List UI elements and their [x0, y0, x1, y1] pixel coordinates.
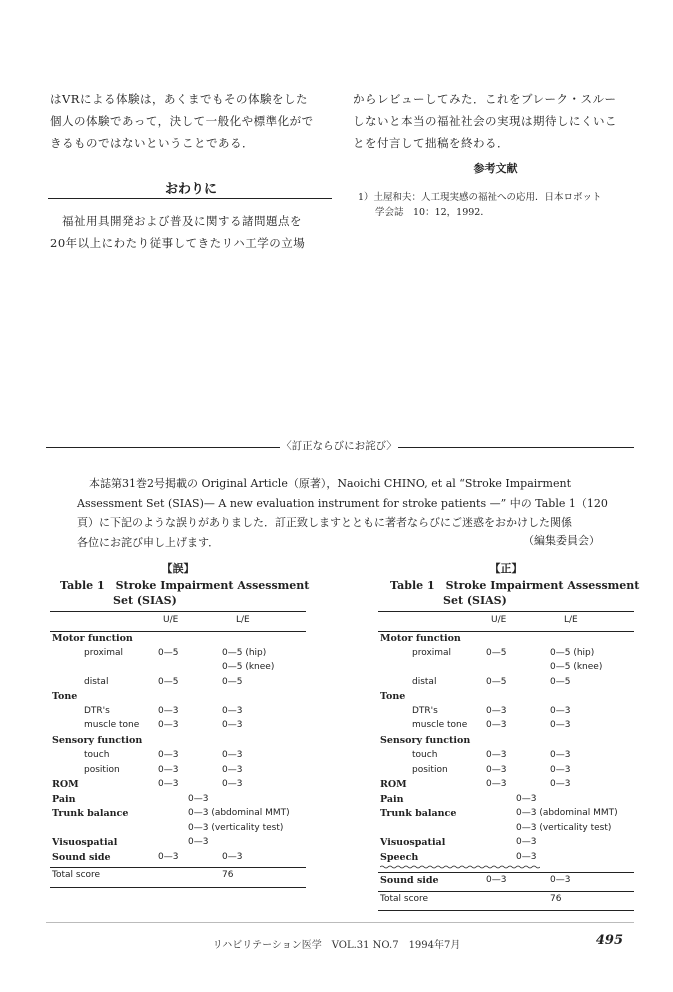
table-row — [378, 808, 634, 823]
wrong-label: 【誤】 — [161, 562, 195, 575]
column-header-le: L/E — [236, 615, 250, 625]
total-value: 76 — [222, 870, 234, 880]
row-label: distal — [84, 677, 109, 687]
row-category: Pain — [52, 794, 76, 805]
table-row — [50, 794, 306, 809]
row-category: Motor function — [380, 633, 461, 644]
cell-le: 0—3 — [550, 706, 571, 716]
table-header — [378, 615, 634, 630]
reference-line: 学会誌 10：12，1992． — [375, 207, 490, 218]
table-row — [50, 735, 306, 750]
cell-value: 0—3 (abdominal MMT) — [516, 808, 618, 818]
wrong-table — [50, 611, 306, 891]
reference-item — [358, 190, 643, 220]
cell-le: 0—3 — [222, 706, 243, 716]
table-rule — [378, 910, 634, 911]
row-category: Motor function — [52, 633, 133, 644]
cell-le: 0—5 (knee) — [550, 662, 603, 672]
table-row — [378, 633, 634, 648]
paragraph-line: 各位にお詫び申し上げます． — [77, 535, 220, 549]
page-number: 495 — [595, 933, 623, 948]
table-row — [378, 875, 634, 890]
cell-le: 0—5 (hip) — [550, 648, 595, 658]
table-row — [378, 794, 634, 809]
cell-ue: 0—3 — [158, 750, 179, 760]
cell-le: 0—5 — [550, 677, 571, 687]
cell-ue: 0—3 — [158, 779, 179, 789]
table-row — [50, 823, 306, 838]
table-row — [378, 662, 634, 677]
table-rule — [50, 611, 306, 612]
wrong-table-caption — [60, 578, 316, 608]
right-column — [353, 88, 638, 154]
row-category: Trunk balance — [52, 808, 129, 819]
table-row — [378, 765, 634, 780]
caption-line: Table 1 Stroke Impairment Assessment — [390, 579, 640, 592]
cell-le: 0—3 — [222, 779, 243, 789]
footer-rule — [46, 922, 634, 923]
paragraph-line: 頁）に下記のような誤りがありました．訂正致しますとともに著者ならびにご迷惑をおかけした関係 — [77, 516, 572, 529]
cell-le: 0—3 — [222, 852, 243, 862]
cell-le: 0—3 — [222, 750, 243, 760]
row-label: touch — [412, 750, 438, 760]
table-row — [50, 633, 306, 648]
cell-ue: 0—3 — [158, 720, 179, 730]
body-text-line: 個人の体験であって，決して一般化や標準化がで — [50, 114, 314, 128]
row-category: Visuospatial — [52, 837, 118, 848]
table-row — [378, 677, 634, 692]
row-category: ROM — [380, 779, 407, 790]
paragraph-line: Assessment Set (SIAS)— A new evaluation instrument for stroke patients —” 中の Table 1（120 — [77, 496, 608, 510]
row-category: Pain — [380, 794, 404, 805]
reference-line: 1）土屋和夫：人工現実感の福祉への応用．日本ロボット — [358, 192, 602, 203]
table-row — [378, 894, 634, 909]
row-category: Visuospatial — [380, 837, 446, 848]
cell-le: 0—3 — [550, 765, 571, 775]
table-row — [378, 691, 634, 706]
table-row — [50, 852, 306, 867]
correct-label: 【正】 — [489, 562, 523, 575]
cell-ue: 0—3 — [158, 706, 179, 716]
table-row — [50, 691, 306, 706]
editor-credit: （編集委員会） — [523, 534, 600, 547]
table-row — [50, 765, 306, 780]
table-row — [50, 870, 306, 885]
cell-ue: 0—3 — [486, 779, 507, 789]
cell-ue: 0—3 — [158, 765, 179, 775]
row-label: proximal — [84, 648, 124, 658]
cell-ue: 0—3 — [486, 706, 507, 716]
table-header — [50, 615, 306, 630]
cell-ue: 0—3 — [486, 750, 507, 760]
cell-value: 0—3 — [188, 837, 209, 847]
cell-ue: 0—5 — [486, 677, 507, 687]
caption-line: Table 1 Stroke Impairment Assessment — [60, 579, 310, 592]
table-rule — [378, 872, 634, 873]
cell-le: 0—3 — [550, 779, 571, 789]
erratum-rule-left — [46, 447, 282, 448]
row-category: Sound side — [380, 875, 439, 886]
cell-value: 0—3 — [188, 794, 209, 804]
cell-le: 0—3 — [550, 750, 571, 760]
table-row — [50, 808, 306, 823]
row-label: muscle tone — [412, 720, 468, 730]
table-rule — [50, 867, 306, 868]
table-row — [378, 706, 634, 721]
total-value: 76 — [550, 894, 562, 904]
table-rule — [378, 631, 634, 632]
cell-ue: 0—5 — [158, 677, 179, 687]
table-row — [50, 750, 306, 765]
cell-ue: 0—3 — [158, 852, 179, 862]
table-rule — [378, 891, 634, 892]
column-header-ue: U/E — [163, 615, 179, 625]
row-category: Tone — [52, 691, 78, 702]
table-row — [378, 837, 634, 852]
cell-ue: 0—5 — [158, 648, 179, 658]
cell-le: 0—3 — [550, 720, 571, 730]
row-label: position — [412, 765, 448, 775]
cell-le: 0—5 (knee) — [222, 662, 275, 672]
cell-value: 0—3 — [516, 794, 537, 804]
row-category: Sound side — [52, 852, 111, 863]
total-label: Total score — [52, 870, 101, 880]
total-label: Total score — [380, 894, 429, 904]
references-heading: 参考文献 — [473, 162, 518, 175]
cell-ue: 0—5 — [486, 648, 507, 658]
table-row — [378, 779, 634, 794]
row-category: ROM — [52, 779, 79, 790]
table-row — [50, 706, 306, 721]
table-row — [378, 648, 634, 663]
cell-value: 0—3 — [516, 837, 537, 847]
row-label: touch — [84, 750, 110, 760]
caption-line: Set (SIAS) — [443, 594, 507, 607]
caption-line: Set (SIAS) — [113, 594, 177, 607]
table-row — [50, 662, 306, 677]
cell-le: 0—5 — [222, 677, 243, 687]
correct-table — [378, 611, 634, 911]
left-column-closing — [50, 210, 332, 254]
running-footer: リハビリテーション医学 VOL.31 NO.7 1994年7月 — [212, 940, 461, 951]
paragraph-line: 本誌第31巻2号掲載の Original Article（原著），Naoichi CHINO, et al “Stroke Impairment — [89, 477, 571, 490]
cell-ue: 0—3 — [486, 765, 507, 775]
table-row — [50, 648, 306, 663]
column-header-le: L/E — [564, 615, 578, 625]
left-column — [50, 88, 332, 154]
table-rule — [50, 887, 306, 888]
cell-le: 0—5 (hip) — [222, 648, 267, 658]
table-rule — [378, 611, 634, 612]
row-category: Tone — [380, 691, 406, 702]
table-row — [50, 779, 306, 794]
row-category: Sensory function — [52, 735, 143, 746]
table-row — [378, 720, 634, 735]
body-text-line: 20年以上にわたり従事してきたリハ工学の立場 — [50, 236, 306, 250]
section-heading: おわりに — [164, 182, 217, 197]
table-row — [50, 677, 306, 692]
row-label: distal — [412, 677, 437, 687]
erratum-title: 〈訂正ならびにお詫び〉 — [281, 440, 397, 452]
erratum-rule-right — [396, 447, 634, 448]
cell-value: 0—3 (verticality test) — [516, 823, 612, 833]
row-label: DTR's — [412, 706, 438, 716]
cell-ue: 0—3 — [486, 875, 507, 885]
body-text-line: からレビューしてみた．これをブレーク・スルー — [353, 92, 617, 106]
row-label: proximal — [412, 648, 452, 658]
table-rule — [50, 631, 306, 632]
cell-ue: 0—3 — [486, 720, 507, 730]
correct-table-caption — [390, 578, 646, 608]
row-category: Trunk balance — [380, 808, 457, 819]
row-category: Speech — [380, 852, 419, 863]
cell-le: 0—3 — [222, 720, 243, 730]
body-text-line: とを付言して拙稿を終わる． — [353, 136, 509, 150]
cell-le: 0—3 — [222, 765, 243, 775]
row-label: DTR's — [84, 706, 110, 716]
cell-value: 0—3 (verticality test) — [188, 823, 284, 833]
cell-value: 0—3 — [516, 852, 537, 862]
body-text-line: きるものではないということである． — [50, 136, 254, 150]
table-row — [378, 735, 634, 750]
row-label: muscle tone — [84, 720, 140, 730]
body-text-line: はVRによる体験は，あくまでもその体験をした — [50, 92, 308, 106]
correction-underline — [380, 865, 540, 869]
row-category: Sensory function — [380, 735, 471, 746]
row-label: position — [84, 765, 120, 775]
table-row — [378, 750, 634, 765]
cell-le: 0—3 — [550, 875, 571, 885]
body-text-line: 福祉用具開発および普及に関する諸問題点を — [62, 214, 302, 228]
body-text-line: しないと本当の福祉社会の実現は期待しにくいこ — [353, 114, 617, 128]
cell-value: 0—3 (abdominal MMT) — [188, 808, 290, 818]
table-row — [378, 823, 634, 838]
table-row — [50, 837, 306, 852]
table-row — [50, 720, 306, 735]
column-header-ue: U/E — [491, 615, 507, 625]
heading-rule — [48, 198, 332, 199]
